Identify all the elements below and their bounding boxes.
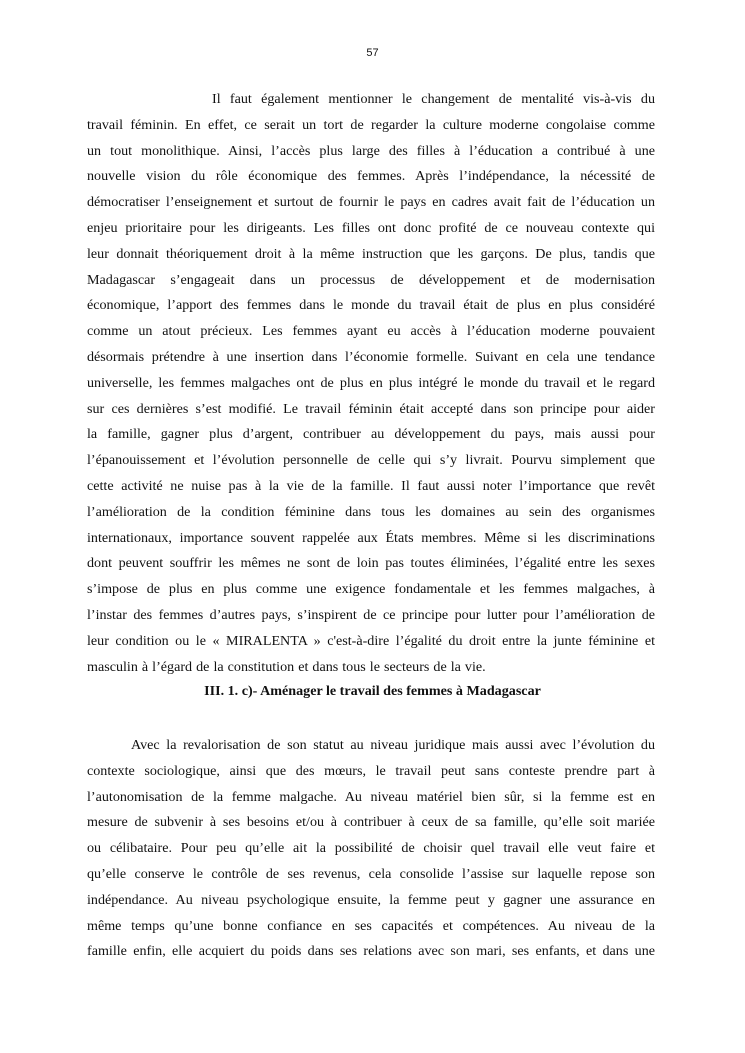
text-line: désormais prétendre à une insertion dans l’économie formelle. Suivant en cela une tendance: [87, 348, 655, 365]
text-line: l’instar des femmes d’autres pays, s’inspirent de ce principe pour lutter pour l’amélioration de: [87, 606, 655, 623]
text-line: même temps qu’une bonne confiance en ses capacités et compétences. Au niveau de la: [87, 917, 655, 934]
text-line: universelle, les femmes malgaches ont de plus en plus intégré le monde du travail et le regard: [87, 374, 655, 391]
text-line: sur ces dernières s’est modifié. Le travail féminin était accepté dans son principe pour aider: [87, 400, 655, 417]
text-line: leur donnait théoriquement droit à la même instruction que les garçons. De plus, tandis que: [87, 245, 655, 262]
text-line: un tout monolithique. Ainsi, l’accès plus large des filles à l’éducation a contribué à une: [87, 142, 655, 159]
text-line: internationaux, importance souvent rappelée aux États membres. Même si les discriminations: [87, 529, 655, 546]
page-number: 57: [366, 47, 379, 59]
text-line: contexte sociologique, ainsi que des mœurs, le travail peut sans conteste prendre part à: [87, 762, 655, 779]
text-line: l’autonomisation de la femme malgache. Au niveau matériel bien sûr, si la femme est en: [87, 788, 655, 805]
text-line: leur condition ou le « MIRALENTA » c'est-à-dire l’égalité du droit entre la junte féminine et: [87, 632, 655, 649]
text-line: s’impose de plus en plus comme une exigence fondamentale et les femmes malgaches, à: [87, 581, 655, 598]
text-line: mesure de subvenir à ses besoins et/ou à contribuer à ceux de sa famille, qu’elle soit mariée: [87, 814, 655, 831]
text-line: masculin à l’égard de la constitution et dans tous le secteurs de la vie.: [87, 658, 486, 675]
text-line: démocratiser l’enseignement et surtout de fournir le pays en cadres avait fait de l’éducation un: [87, 194, 655, 211]
text-line: famille enfin, elle acquiert du poids dans ses relations avec son mari, ses enfants, et dans une: [87, 943, 655, 960]
text-line: travail féminin. En effet, ce serait un tort de regarder la culture moderne congolaise comme: [87, 116, 655, 133]
paragraph-mentalite: [87, 87, 655, 680]
section-heading: III. 1. c)- Aménager le travail des femmes à Madagascar: [204, 683, 541, 699]
text-line: Madagascar s’engageait dans un processus de développement et de modernisation: [87, 271, 655, 288]
text-line: dont peuvent souffrir les mêmes ne sont de loin pas toutes éliminées, l’égalité entre les sexes: [87, 555, 655, 572]
text-line: la famille, gagner plus d’argent, contribuer au développement du pays, mais aussi pour: [87, 426, 655, 443]
text-line: nouvelle vision du rôle économique des femmes. Après l’indépendance, la nécessité de: [87, 168, 655, 185]
text-line: l’amélioration de la condition féminine dans tous les domaines au sein des organismes: [87, 503, 655, 520]
text-line: l’épanouissement et l’évolution personnelle de celle qui s’y livrait. Pourvu simplement que: [87, 452, 655, 469]
text-line: comme un atout précieux. Les femmes ayant eu accès à l’éducation moderne pouvaient: [87, 323, 655, 340]
text-line: Il faut également mentionner le changement de mentalité vis-à-vis du: [212, 91, 655, 107]
text-line: cette activité ne nuise pas à la vie de la famille. Il faut aussi noter l’importance que revêt: [87, 477, 655, 494]
text-line: enjeu prioritaire pour les dirigeants. Les filles ont donc profité de ce nouveau contexte qui: [87, 219, 655, 236]
paragraph-amenager: [87, 733, 655, 965]
text-line: Avec la revalorisation de son statut au niveau juridique mais aussi avec l’évolution du: [131, 737, 655, 753]
text-line: indépendance. Au niveau psychologique ensuite, la femme peut y gagner une assurance en: [87, 891, 655, 908]
text-line: qu’elle conserve le contrôle de ses revenus, cela consolide l’assise sur laquelle repose son: [87, 865, 655, 882]
text-line: économique, l’apport des femmes dans le monde du travail était de plus en plus considéré: [87, 297, 655, 314]
text-line: ou célibataire. Pour peu qu’elle ait la possibilité de choisir quel travail elle veut faire et: [87, 840, 655, 857]
